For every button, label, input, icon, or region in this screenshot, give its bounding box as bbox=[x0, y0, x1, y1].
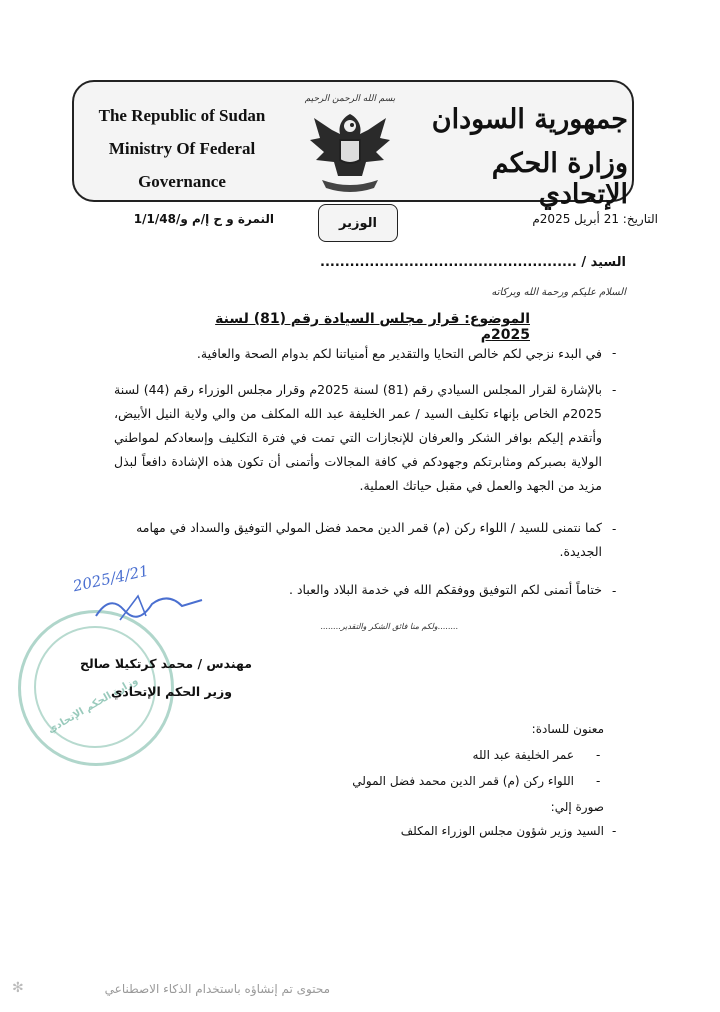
recipient-line: السيد / .................................................... bbox=[320, 255, 626, 270]
closing-handwritten-note: ........ولكم منا فائق الشكر والتقدير........ bbox=[320, 622, 458, 631]
reference-number: النمرة و ح إ/م و/1/1/48 bbox=[133, 212, 274, 226]
arabic-ministry-name: وزارة الحكم الإتحادي bbox=[491, 148, 628, 210]
addressees-label: معنون للسادة: bbox=[531, 722, 604, 736]
signatory-title: وزير الحكم الإتحادي bbox=[110, 684, 232, 699]
letter-subject: الموضوع: قرار مجلس السيادة رقم (81) لسنة 2025م bbox=[215, 311, 530, 343]
sparkle-icon: ✻ bbox=[12, 980, 24, 996]
bullet-marker: - bbox=[612, 383, 617, 397]
handwritten-date: 2025/4/21 bbox=[71, 561, 151, 596]
signature-scribble bbox=[90, 586, 210, 626]
bullet-marker: - bbox=[612, 824, 617, 838]
paragraph-decision: بالإشارة لقرار المجلس السيادي رقم (81) لسنة 2025م وقرار مجلس الوزراء رقم (44) لسنة 2025م الخاص بإنهاء تكليف السيد / عمر الخليفة عبد الله المكلف من والي ولاية النيل الأبيض، وأتقدم إليكم بوافر الشكر والعرفان للإنجازات التي تمت في فترة التكليف وإسعادكم لمواطني الولاية بصبركم ومثابرتكم وجهودكم في كافة المجالات وأتمنى أن تكون هذه الإشادة دافعاً لبذل مزيد من الجهد والعمل في مقبل حياتك العملية. bbox=[114, 382, 602, 493]
arabic-country-name: جمهورية السودان bbox=[431, 104, 628, 135]
english-ministry-line2: Governance bbox=[138, 172, 226, 191]
letter-date: التاريخ: 21 أبريل 2025م bbox=[532, 212, 658, 226]
english-ministry-line1: Ministry Of Federal bbox=[108, 139, 256, 158]
ai-generated-notice: محتوى تم إنشاؤه باستخدام الذكاء الاصطناعي bbox=[104, 982, 330, 996]
greeting-handwritten: السلام عليكم ورحمة الله وبركاته bbox=[491, 287, 626, 298]
bullet-marker: - bbox=[612, 346, 617, 360]
sudan-emblem-icon bbox=[302, 104, 398, 196]
paragraph-new-governor: كما نتمنى للسيد / اللواء ركن (م) قمر الدين محمد فضل المولي التوفيق والسداد في مهامه الجديدة. bbox=[136, 520, 602, 559]
paragraph-opening: في البدء نزجي لكم خالص التحايا والتقدير مع أمنياتنا لكم بدوام الصحة والعافية. bbox=[196, 346, 602, 361]
addressee-item: عمر الخليفة عبد الله bbox=[472, 748, 574, 762]
english-country-name: The Republic of Sudan bbox=[98, 106, 266, 125]
paragraph-closing: ختاماً أتمنى لكم التوفيق ووفقكم الله في خدمة البلاد والعباد . bbox=[289, 582, 602, 597]
signatory-name: مهندس / محمد كرتكيلا صالح bbox=[80, 656, 252, 671]
copies-label: صورة إلي: bbox=[550, 800, 604, 814]
copy-item: السيد وزير شؤون مجلس الوزراء المكلف bbox=[400, 824, 604, 838]
bullet-marker: - bbox=[612, 584, 617, 598]
bullet-marker: - bbox=[596, 748, 601, 762]
basmala: بسم الله الرحمن الرحيم bbox=[304, 94, 396, 104]
stamp-text: وزارة الحكم الإتحادي bbox=[46, 675, 140, 736]
bullet-marker: - bbox=[612, 522, 617, 536]
bullet-marker: - bbox=[596, 774, 601, 788]
addressee-item: اللواء ركن (م) قمر الدين محمد فضل المولي bbox=[352, 774, 574, 788]
minister-label-box: الوزير bbox=[318, 204, 398, 242]
